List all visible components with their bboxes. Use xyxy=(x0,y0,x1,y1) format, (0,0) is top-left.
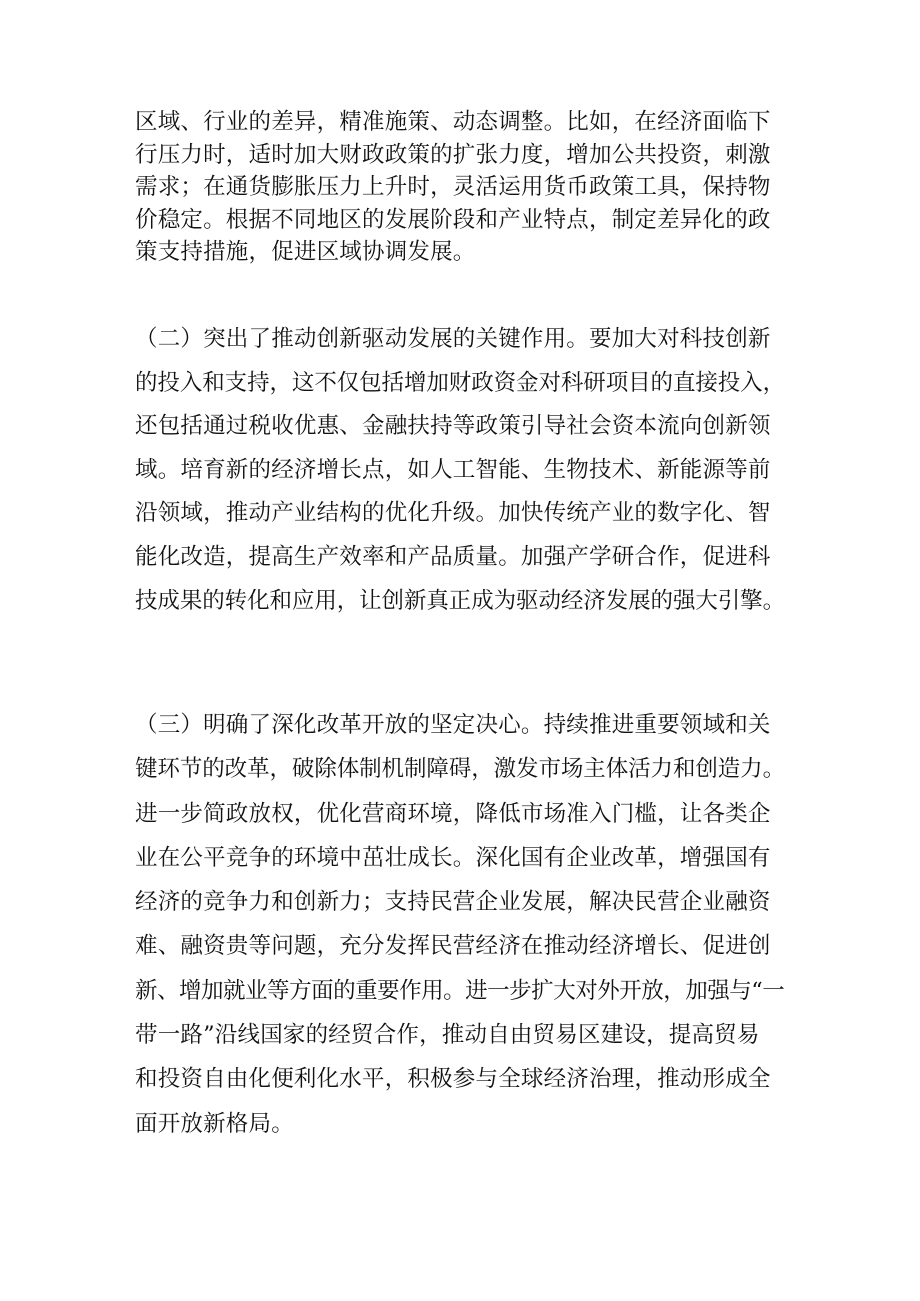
text-line: 价稳定。根据不同地区的发展阶段和产业特点，制定差异化的政 xyxy=(135,206,771,233)
text-line: 区域、行业的差异，精准施策、动态调整。比如，在经济面临下 xyxy=(135,109,771,135)
text-line: （二）突出了推动创新驱动发展的关键作用。要加大对科技创新 xyxy=(135,326,771,352)
text-line: 和投资自由化便利化水平，积极参与全球经济治理，推动形成全 xyxy=(135,1066,771,1093)
text-line: 难、融资贵等问题，充分发挥民营经济在推动经济增长、促进创 xyxy=(135,933,771,960)
text-line: 策支持措施，促进区域协调发展。 xyxy=(135,239,476,265)
text-line: 能化改造，提高生产效率和产品质量。加强产学研合作，促进科 xyxy=(135,543,771,570)
text-line: 经济的竞争力和创新力；支持民营企业发展，解决民营企业融资 xyxy=(135,889,771,916)
text-line: 新、增加就业等方面的重要作用。进一步扩大对外开放，加强与“一 xyxy=(135,977,785,1004)
paragraph-reform-opening xyxy=(135,703,785,1146)
text-line: 键环节的改革，破除体制机制障碍，激发市场主体活力和创造力。 xyxy=(135,756,786,783)
text-line: 进一步简政放权，优化营商环境，降低市场准入门槛，让各类企 xyxy=(135,800,771,827)
text-line: 行压力时，适时加大财政政策的扩张力度，增加公共投资，刺激 xyxy=(135,141,771,168)
text-line: 沿领域，推动产业结构的优化升级。加快传统产业的数字化、智 xyxy=(135,500,771,527)
text-line: 带一路”沿线国家的经贸合作，推动自由贸易区建设，提高贸易 xyxy=(135,1022,760,1049)
text-line: 技成果的转化和应用，让创新真正成为驱动经济发展的强大引擎。 xyxy=(135,587,786,614)
text-line: 面开放新格局。 xyxy=(135,1110,294,1137)
text-line: （三）明确了深化改革开放的坚定决心。持续推进重要领域和关 xyxy=(135,712,771,738)
text-line: 需求；在通货膨胀压力上升时，灵活运用货币政策工具，保持物 xyxy=(135,174,771,200)
paragraph-innovation xyxy=(135,318,785,623)
text-line: 域。培育新的经济增长点，如人工智能、生物技术、新能源等前 xyxy=(135,456,771,483)
text-line: 的投入和支持，这不仅包括增加财政资金对科研项目的直接投入， xyxy=(135,369,786,396)
text-line: 业在公平竞争的环境中茁壮成长。深化国有企业改革，增强国有 xyxy=(135,844,771,871)
text-line: 还包括通过税收优惠、金融扶持等政策引导社会资本流向创新领 xyxy=(135,413,771,440)
paragraph-regional-policy xyxy=(135,106,785,269)
